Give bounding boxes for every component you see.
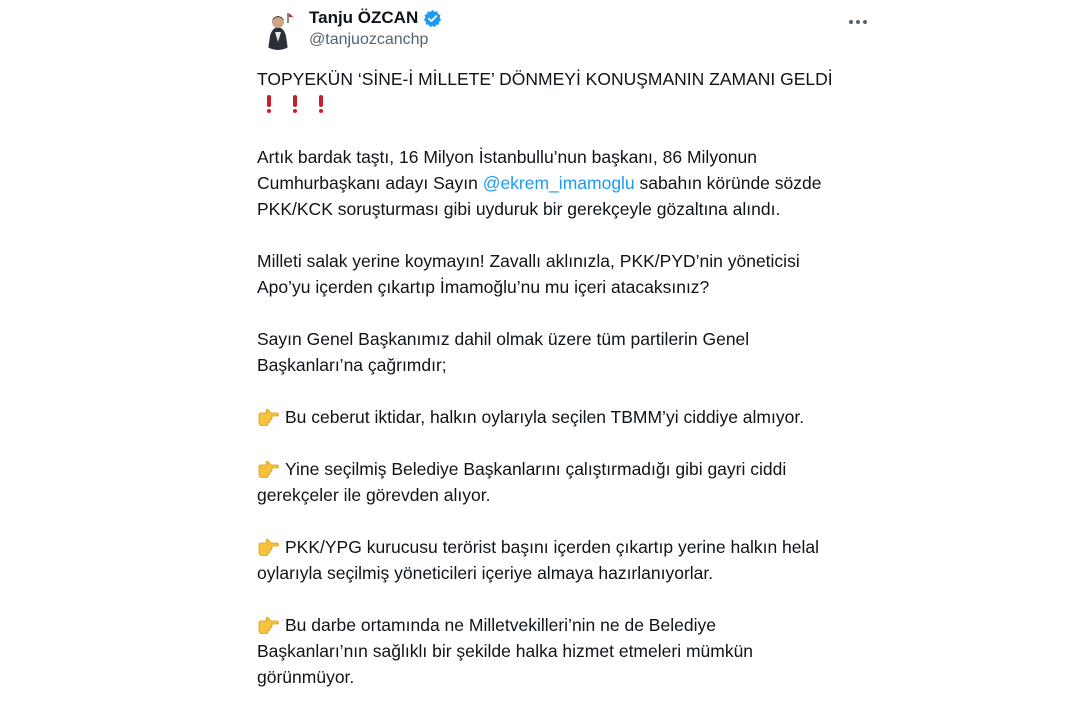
paragraph-3 xyxy=(257,326,869,378)
bullet-line: gerekçeler ile görevden alıyor. xyxy=(257,485,491,505)
bullet-text: Yine seçilmiş Belediye Başkanlarını çalıştırmadığı gibi gayri ciddi xyxy=(285,459,787,479)
author-name-row xyxy=(309,6,442,30)
paragraph-line xyxy=(257,170,869,196)
paragraph-line: Sayın Genel Başkanımız dahil olmak üzere tüm partilerin Genel xyxy=(257,329,750,349)
text-fragment: Cumhurbaşkanı adayı Sayın xyxy=(257,173,483,193)
bullet-line xyxy=(257,404,869,430)
bullet-text: PKK/YPG kurucusu terörist başını içerden çıkartıp yerine halkın helal xyxy=(285,537,820,557)
more-horizontal-icon[interactable] xyxy=(846,10,870,34)
exclamation-row xyxy=(257,92,869,118)
author-name[interactable]: Tanju ÖZCAN xyxy=(309,8,419,27)
author-handle[interactable]: @tanjuozcanchp xyxy=(309,31,429,48)
red-exclamation-icon xyxy=(265,95,273,113)
bullet-3 xyxy=(257,534,869,586)
pointing-right-hand-icon xyxy=(257,537,279,555)
pointing-right-hand-icon xyxy=(257,615,279,633)
paragraph-line: Apo’yu içerden çıkartıp İmamoğlu’nu mu içeri atacaksınız? xyxy=(257,277,710,297)
bullet-line xyxy=(257,534,869,560)
tweet-text xyxy=(257,66,869,716)
red-exclamation-icon xyxy=(317,95,325,113)
mention-link[interactable]: @ekrem_imamoglu xyxy=(482,173,635,193)
paragraph-line: Artık bardak taştı, 16 Milyon İstanbullu’nun başkanı, 86 Milyonun xyxy=(257,147,757,167)
bullet-line xyxy=(257,456,869,482)
bullet-text: Bu ceberut iktidar, halkın oylarıyla seçilen TBMM’yi ciddiye almıyor. xyxy=(285,407,805,427)
paragraph-2 xyxy=(257,248,869,300)
bullet-line: görünmüyor. xyxy=(257,667,355,687)
bullet-text: Bu darbe ortamında ne Milletvekilleri’nin ne de Belediye xyxy=(285,615,716,635)
bullet-4 xyxy=(257,612,869,690)
text-fragment: sabahın köründe sözde xyxy=(634,173,822,193)
bullet-line: oylarıyla seçilmiş yöneticileri içeriye almaya hazırlanıyorlar. xyxy=(257,563,714,583)
bullet-1 xyxy=(257,404,869,430)
avatar[interactable] xyxy=(258,10,298,50)
bullet-line xyxy=(257,612,869,638)
red-exclamation-icon xyxy=(291,95,299,113)
pointing-right-hand-icon xyxy=(257,407,279,425)
tweet-headline xyxy=(257,66,869,118)
avatar-image xyxy=(258,10,298,50)
verified-badge-icon xyxy=(423,9,442,28)
paragraph-1 xyxy=(257,144,869,222)
paragraph-line: PKK/KCK soruşturması gibi uyduruk bir gerekçeyle gözaltına alındı. xyxy=(257,199,781,219)
pointing-right-hand-icon xyxy=(257,459,279,477)
paragraph-line: Milleti salak yerine koymayın! Zavallı aklınızla, PKK/PYD’nin yöneticisi xyxy=(257,251,800,271)
tweet-header xyxy=(256,6,868,54)
paragraph-line: Başkanları’na çağrımdır; xyxy=(257,355,447,375)
headline-text: TOPYEKÜN ‘SİNE-İ MİLLETE’ DÖNMEYİ KONUŞMANIN ZAMANI GELDİ xyxy=(257,69,833,89)
bullet-line: Başkanları’nın sağlıklı bir şekilde halka hizmet etmeleri mümkün xyxy=(257,641,754,661)
bullet-2 xyxy=(257,456,869,508)
